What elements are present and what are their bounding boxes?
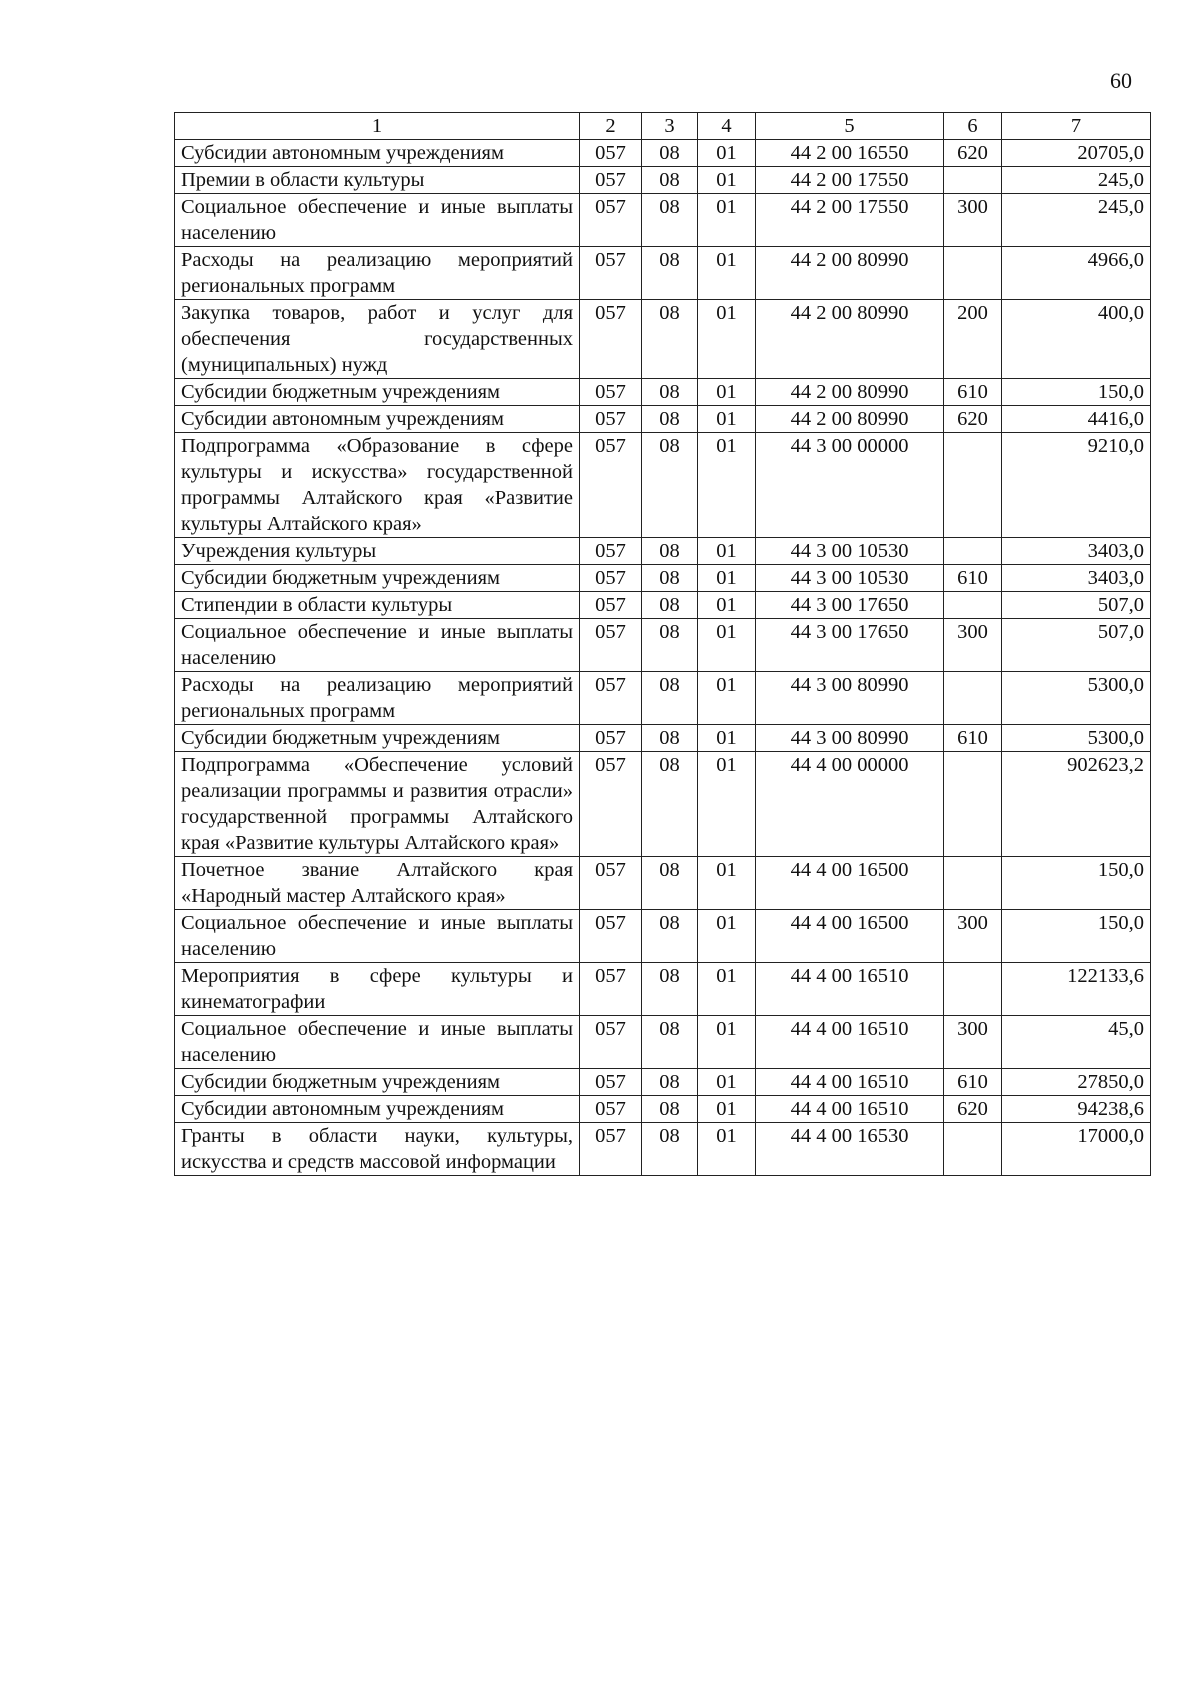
cell-target-article: 44 3 00 17650 [756,619,944,672]
cell-amount: 20705,0 [1002,140,1151,167]
cell-subsection: 01 [698,167,756,194]
cell-ministry: 057 [580,300,642,379]
cell-amount: 9210,0 [1002,433,1151,538]
table-row [175,592,1151,619]
cell-section: 08 [642,672,698,725]
cell-expense-type: 610 [944,725,1002,752]
cell-target-article: 44 2 00 17550 [756,194,944,247]
cell-name: Расходы на реализацию мероприятий региональных программ [175,247,580,300]
cell-target-article: 44 4 00 16530 [756,1123,944,1176]
table-body [175,140,1151,1176]
cell-expense-type: 200 [944,300,1002,379]
cell-name: Субсидии бюджетным учреждениям [175,379,580,406]
cell-section: 08 [642,619,698,672]
cell-expense-type [944,167,1002,194]
cell-name: Социальное обеспечение и иные выплаты населению [175,619,580,672]
cell-expense-type [944,592,1002,619]
cell-amount: 94238,6 [1002,1096,1151,1123]
cell-ministry: 057 [580,592,642,619]
cell-amount: 3403,0 [1002,538,1151,565]
cell-amount: 150,0 [1002,910,1151,963]
cell-target-article: 44 4 00 16510 [756,963,944,1016]
cell-name: Почетное звание Алтайского края «Народный мастер Алтайского края» [175,857,580,910]
cell-section: 08 [642,140,698,167]
cell-section: 08 [642,963,698,1016]
cell-subsection: 01 [698,910,756,963]
cell-expense-type: 610 [944,565,1002,592]
cell-subsection: 01 [698,379,756,406]
cell-expense-type: 300 [944,1016,1002,1069]
cell-expense-type: 300 [944,910,1002,963]
cell-target-article: 44 4 00 00000 [756,752,944,857]
table-row [175,619,1151,672]
table-row [175,1016,1151,1069]
cell-name: Мероприятия в сфере культуры и кинематографии [175,963,580,1016]
cell-expense-type [944,752,1002,857]
cell-expense-type: 300 [944,194,1002,247]
cell-target-article: 44 2 00 80990 [756,379,944,406]
cell-amount: 4966,0 [1002,247,1151,300]
cell-ministry: 057 [580,1096,642,1123]
table-row [175,1069,1151,1096]
cell-name: Субсидии автономным учреждениям [175,1096,580,1123]
cell-subsection: 01 [698,1069,756,1096]
cell-ministry: 057 [580,565,642,592]
table-row [175,857,1151,910]
cell-name: Социальное обеспечение и иные выплаты населению [175,1016,580,1069]
cell-amount: 245,0 [1002,167,1151,194]
cell-ministry: 057 [580,619,642,672]
cell-subsection: 01 [698,247,756,300]
cell-name: Подпрограмма «Обеспечение условий реализации программы и развития отрасли» государственной программы Алтайского края «Развитие культуры Алтайского края» [175,752,580,857]
column-header-1: 1 [175,113,580,140]
cell-target-article: 44 3 00 10530 [756,538,944,565]
cell-amount: 3403,0 [1002,565,1151,592]
cell-target-article: 44 3 00 80990 [756,725,944,752]
cell-name: Подпрограмма «Образование в сфере культуры и искусства» государственной программы Алтайского края «Развитие культуры Алтайского края» [175,433,580,538]
cell-subsection: 01 [698,538,756,565]
cell-target-article: 44 3 00 10530 [756,565,944,592]
cell-expense-type [944,1123,1002,1176]
table-row [175,406,1151,433]
cell-amount: 122133,6 [1002,963,1151,1016]
cell-section: 08 [642,752,698,857]
cell-section: 08 [642,1069,698,1096]
cell-name: Социальное обеспечение и иные выплаты населению [175,194,580,247]
table-row [175,300,1151,379]
cell-amount: 507,0 [1002,619,1151,672]
cell-expense-type: 620 [944,140,1002,167]
cell-section: 08 [642,167,698,194]
cell-ministry: 057 [580,672,642,725]
cell-subsection: 01 [698,1016,756,1069]
cell-target-article: 44 3 00 00000 [756,433,944,538]
table-row [175,725,1151,752]
cell-subsection: 01 [698,565,756,592]
cell-section: 08 [642,910,698,963]
cell-section: 08 [642,379,698,406]
cell-subsection: 01 [698,140,756,167]
table-row [175,565,1151,592]
table-row [175,910,1151,963]
cell-name: Субсидии бюджетным учреждениям [175,1069,580,1096]
column-header-2: 2 [580,113,642,140]
cell-section: 08 [642,194,698,247]
cell-ministry: 057 [580,752,642,857]
cell-target-article: 44 2 00 17550 [756,167,944,194]
table-row [175,140,1151,167]
cell-ministry: 057 [580,379,642,406]
cell-amount: 245,0 [1002,194,1151,247]
cell-target-article: 44 4 00 16510 [756,1096,944,1123]
cell-target-article: 44 2 00 80990 [756,300,944,379]
cell-section: 08 [642,247,698,300]
cell-amount: 400,0 [1002,300,1151,379]
cell-amount: 27850,0 [1002,1069,1151,1096]
cell-ministry: 057 [580,433,642,538]
table-row [175,379,1151,406]
cell-ministry: 057 [580,1069,642,1096]
cell-ministry: 057 [580,857,642,910]
table-row [175,963,1151,1016]
cell-section: 08 [642,433,698,538]
table-row [175,167,1151,194]
cell-expense-type: 610 [944,1069,1002,1096]
cell-section: 08 [642,725,698,752]
column-header-6: 6 [944,113,1002,140]
cell-name: Социальное обеспечение и иные выплаты населению [175,910,580,963]
cell-ministry: 057 [580,963,642,1016]
cell-subsection: 01 [698,857,756,910]
cell-ministry: 057 [580,1123,642,1176]
cell-expense-type [944,963,1002,1016]
column-header-5: 5 [756,113,944,140]
cell-expense-type: 620 [944,1096,1002,1123]
table-row [175,752,1151,857]
cell-name: Гранты в области науки, культуры, искусства и средств массовой информации [175,1123,580,1176]
cell-section: 08 [642,1123,698,1176]
cell-ministry: 057 [580,247,642,300]
cell-amount: 150,0 [1002,857,1151,910]
cell-expense-type [944,672,1002,725]
cell-subsection: 01 [698,194,756,247]
cell-name: Субсидии бюджетным учреждениям [175,565,580,592]
cell-name: Премии в области культуры [175,167,580,194]
column-header-7: 7 [1002,113,1151,140]
budget-table [174,112,1151,1176]
cell-target-article: 44 4 00 16500 [756,910,944,963]
cell-section: 08 [642,857,698,910]
cell-subsection: 01 [698,592,756,619]
cell-ministry: 057 [580,167,642,194]
table-header-row [175,113,1151,140]
cell-section: 08 [642,406,698,433]
column-header-4: 4 [698,113,756,140]
cell-expense-type [944,857,1002,910]
table-row [175,194,1151,247]
cell-amount: 5300,0 [1002,672,1151,725]
cell-section: 08 [642,565,698,592]
cell-ministry: 057 [580,194,642,247]
cell-name: Субсидии бюджетным учреждениям [175,725,580,752]
cell-amount: 45,0 [1002,1016,1151,1069]
cell-section: 08 [642,538,698,565]
table-row [175,538,1151,565]
column-header-3: 3 [642,113,698,140]
cell-section: 08 [642,592,698,619]
table-row [175,247,1151,300]
cell-amount: 507,0 [1002,592,1151,619]
table-row [175,1123,1151,1176]
cell-target-article: 44 2 00 80990 [756,247,944,300]
cell-section: 08 [642,1016,698,1069]
cell-subsection: 01 [698,406,756,433]
cell-expense-type [944,433,1002,538]
cell-name: Закупка товаров, работ и услуг для обеспечения государственных (муниципальных) нужд [175,300,580,379]
cell-subsection: 01 [698,1123,756,1176]
cell-amount: 17000,0 [1002,1123,1151,1176]
cell-amount: 4416,0 [1002,406,1151,433]
cell-target-article: 44 4 00 16510 [756,1016,944,1069]
cell-subsection: 01 [698,619,756,672]
cell-subsection: 01 [698,1096,756,1123]
cell-name: Субсидии автономным учреждениям [175,406,580,433]
cell-amount: 150,0 [1002,379,1151,406]
cell-name: Учреждения культуры [175,538,580,565]
cell-ministry: 057 [580,406,642,433]
cell-subsection: 01 [698,725,756,752]
cell-expense-type: 620 [944,406,1002,433]
cell-ministry: 057 [580,910,642,963]
page-number: 60 [1110,68,1132,93]
cell-section: 08 [642,300,698,379]
cell-expense-type [944,538,1002,565]
cell-ministry: 057 [580,140,642,167]
cell-expense-type: 300 [944,619,1002,672]
cell-target-article: 44 3 00 17650 [756,592,944,619]
cell-expense-type [944,247,1002,300]
cell-name: Субсидии автономным учреждениям [175,140,580,167]
cell-ministry: 057 [580,538,642,565]
cell-target-article: 44 2 00 80990 [756,406,944,433]
cell-name: Расходы на реализацию мероприятий региональных программ [175,672,580,725]
cell-target-article: 44 4 00 16500 [756,857,944,910]
cell-section: 08 [642,1096,698,1123]
cell-target-article: 44 2 00 16550 [756,140,944,167]
cell-target-article: 44 3 00 80990 [756,672,944,725]
cell-subsection: 01 [698,752,756,857]
cell-expense-type: 610 [944,379,1002,406]
table-row [175,1096,1151,1123]
cell-subsection: 01 [698,963,756,1016]
cell-ministry: 057 [580,1016,642,1069]
cell-subsection: 01 [698,433,756,538]
table-row [175,672,1151,725]
cell-name: Стипендии в области культуры [175,592,580,619]
cell-amount: 902623,2 [1002,752,1151,857]
table-row [175,433,1151,538]
cell-subsection: 01 [698,300,756,379]
cell-amount: 5300,0 [1002,725,1151,752]
cell-subsection: 01 [698,672,756,725]
cell-ministry: 057 [580,725,642,752]
cell-target-article: 44 4 00 16510 [756,1069,944,1096]
